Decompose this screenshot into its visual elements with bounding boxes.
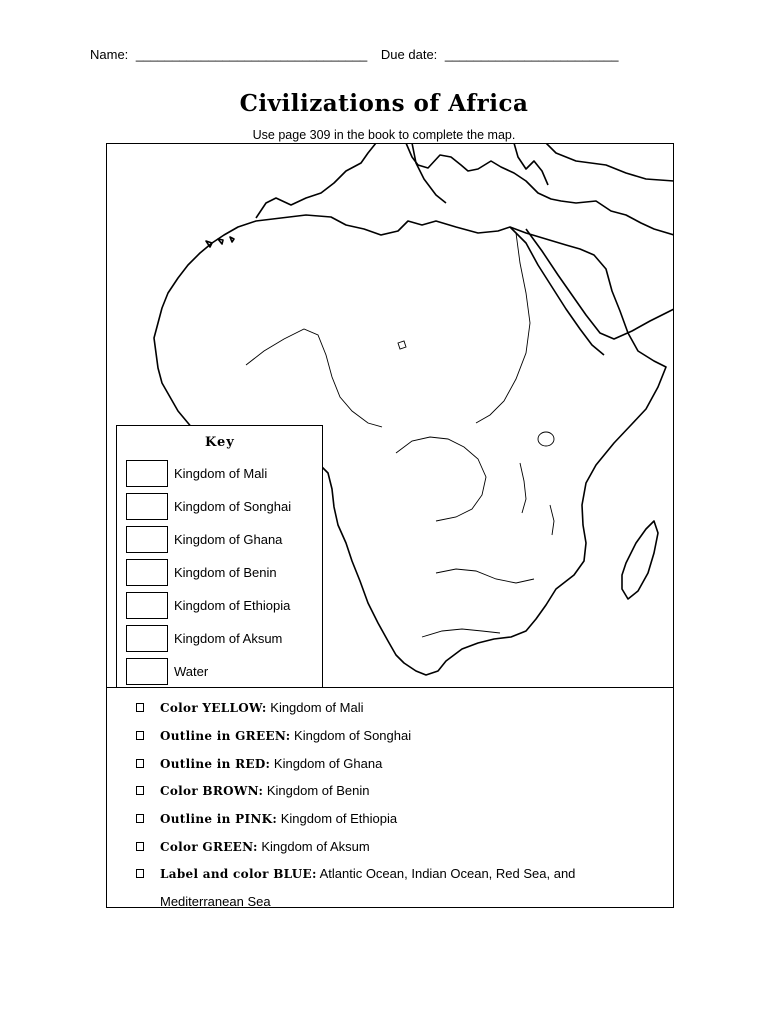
instruction-bold: Color YELLOW: — [160, 701, 267, 715]
checkbox-icon[interactable] — [136, 814, 144, 823]
page-title: Civilizations of Africa — [239, 90, 529, 117]
red-sea-coast — [510, 227, 604, 355]
instruction-text: Kingdom of Mali — [266, 700, 364, 715]
page-subtitle: Use page 309 in the book to complete the map. — [252, 128, 516, 142]
instruction-bold: Outline in RED: — [160, 757, 271, 771]
turkey-coast — [546, 143, 674, 181]
checkbox-icon[interactable] — [136, 731, 144, 740]
niger-river — [246, 329, 382, 427]
greece-outline — [514, 143, 548, 185]
key-label: Kingdom of Songhai — [174, 499, 292, 514]
header-line — [90, 47, 618, 62]
key-swatch-benin[interactable] — [126, 559, 168, 586]
instruction-bold: Outline in GREEN: — [160, 729, 291, 743]
checkbox-icon[interactable] — [136, 759, 144, 768]
instruction-text: Kingdom of Ghana — [270, 756, 383, 771]
instruction-bold: Outline in PINK: — [160, 812, 278, 826]
arabia-coast — [526, 229, 674, 339]
instruction-text: Kingdom of Benin — [263, 783, 370, 798]
due-date-label: Due date: — [380, 47, 438, 62]
name-blank[interactable]: ________________________________ — [135, 47, 368, 62]
europe-coast-east — [406, 143, 674, 235]
key-label: Kingdom of Benin — [174, 565, 277, 580]
key-swatch-ghana[interactable] — [126, 526, 168, 553]
key-label: Kingdom of Ghana — [174, 532, 283, 547]
zambezi-river — [436, 569, 534, 583]
key-label: Water — [174, 664, 209, 679]
italy-outline — [412, 143, 446, 203]
key-label: Kingdom of Aksum — [174, 631, 283, 646]
instructions-list — [106, 688, 674, 908]
key-swatch-mali[interactable] — [126, 460, 168, 487]
checkbox-icon[interactable] — [136, 786, 144, 795]
instruction-text: Kingdom of Aksum — [257, 839, 370, 854]
name-label: Name: — [90, 47, 129, 62]
lake-chad — [398, 341, 406, 349]
key-label: Kingdom of Mali — [174, 466, 268, 481]
madagascar-outline — [622, 521, 658, 599]
orange-river — [422, 629, 500, 637]
nile-river — [476, 233, 530, 423]
instruction-text: Kingdom of Ethiopia — [277, 811, 398, 826]
checkbox-icon[interactable] — [136, 703, 144, 712]
instruction-bold: Label and color BLUE: — [160, 867, 317, 881]
key-swatch-aksum[interactable] — [126, 625, 168, 652]
checkbox-icon[interactable] — [136, 869, 144, 878]
key-label: Kingdom of Ethiopia — [174, 598, 291, 613]
lake-malawi — [550, 505, 554, 535]
lake-victoria — [538, 432, 554, 446]
key-swatch-water[interactable] — [126, 658, 168, 685]
instruction-bold: Color GREEN: — [160, 840, 258, 854]
congo-river — [396, 437, 486, 521]
instruction-text: Atlantic Ocean, Indian Ocean, Red Sea, and Mediterranean Sea — [160, 866, 576, 908]
key-swatch-songhai[interactable] — [126, 493, 168, 520]
checkbox-icon[interactable] — [136, 842, 144, 851]
key-swatch-ethiopia[interactable] — [126, 592, 168, 619]
instruction-text: Kingdom of Songhai — [290, 728, 412, 743]
europe-coast — [256, 143, 376, 218]
map-key — [116, 425, 323, 688]
due-date-blank[interactable]: ________________________ — [444, 47, 619, 62]
key-title: Key — [205, 435, 235, 450]
instruction-bold: Color BROWN: — [160, 784, 264, 798]
lake-tanganyika — [520, 463, 526, 513]
